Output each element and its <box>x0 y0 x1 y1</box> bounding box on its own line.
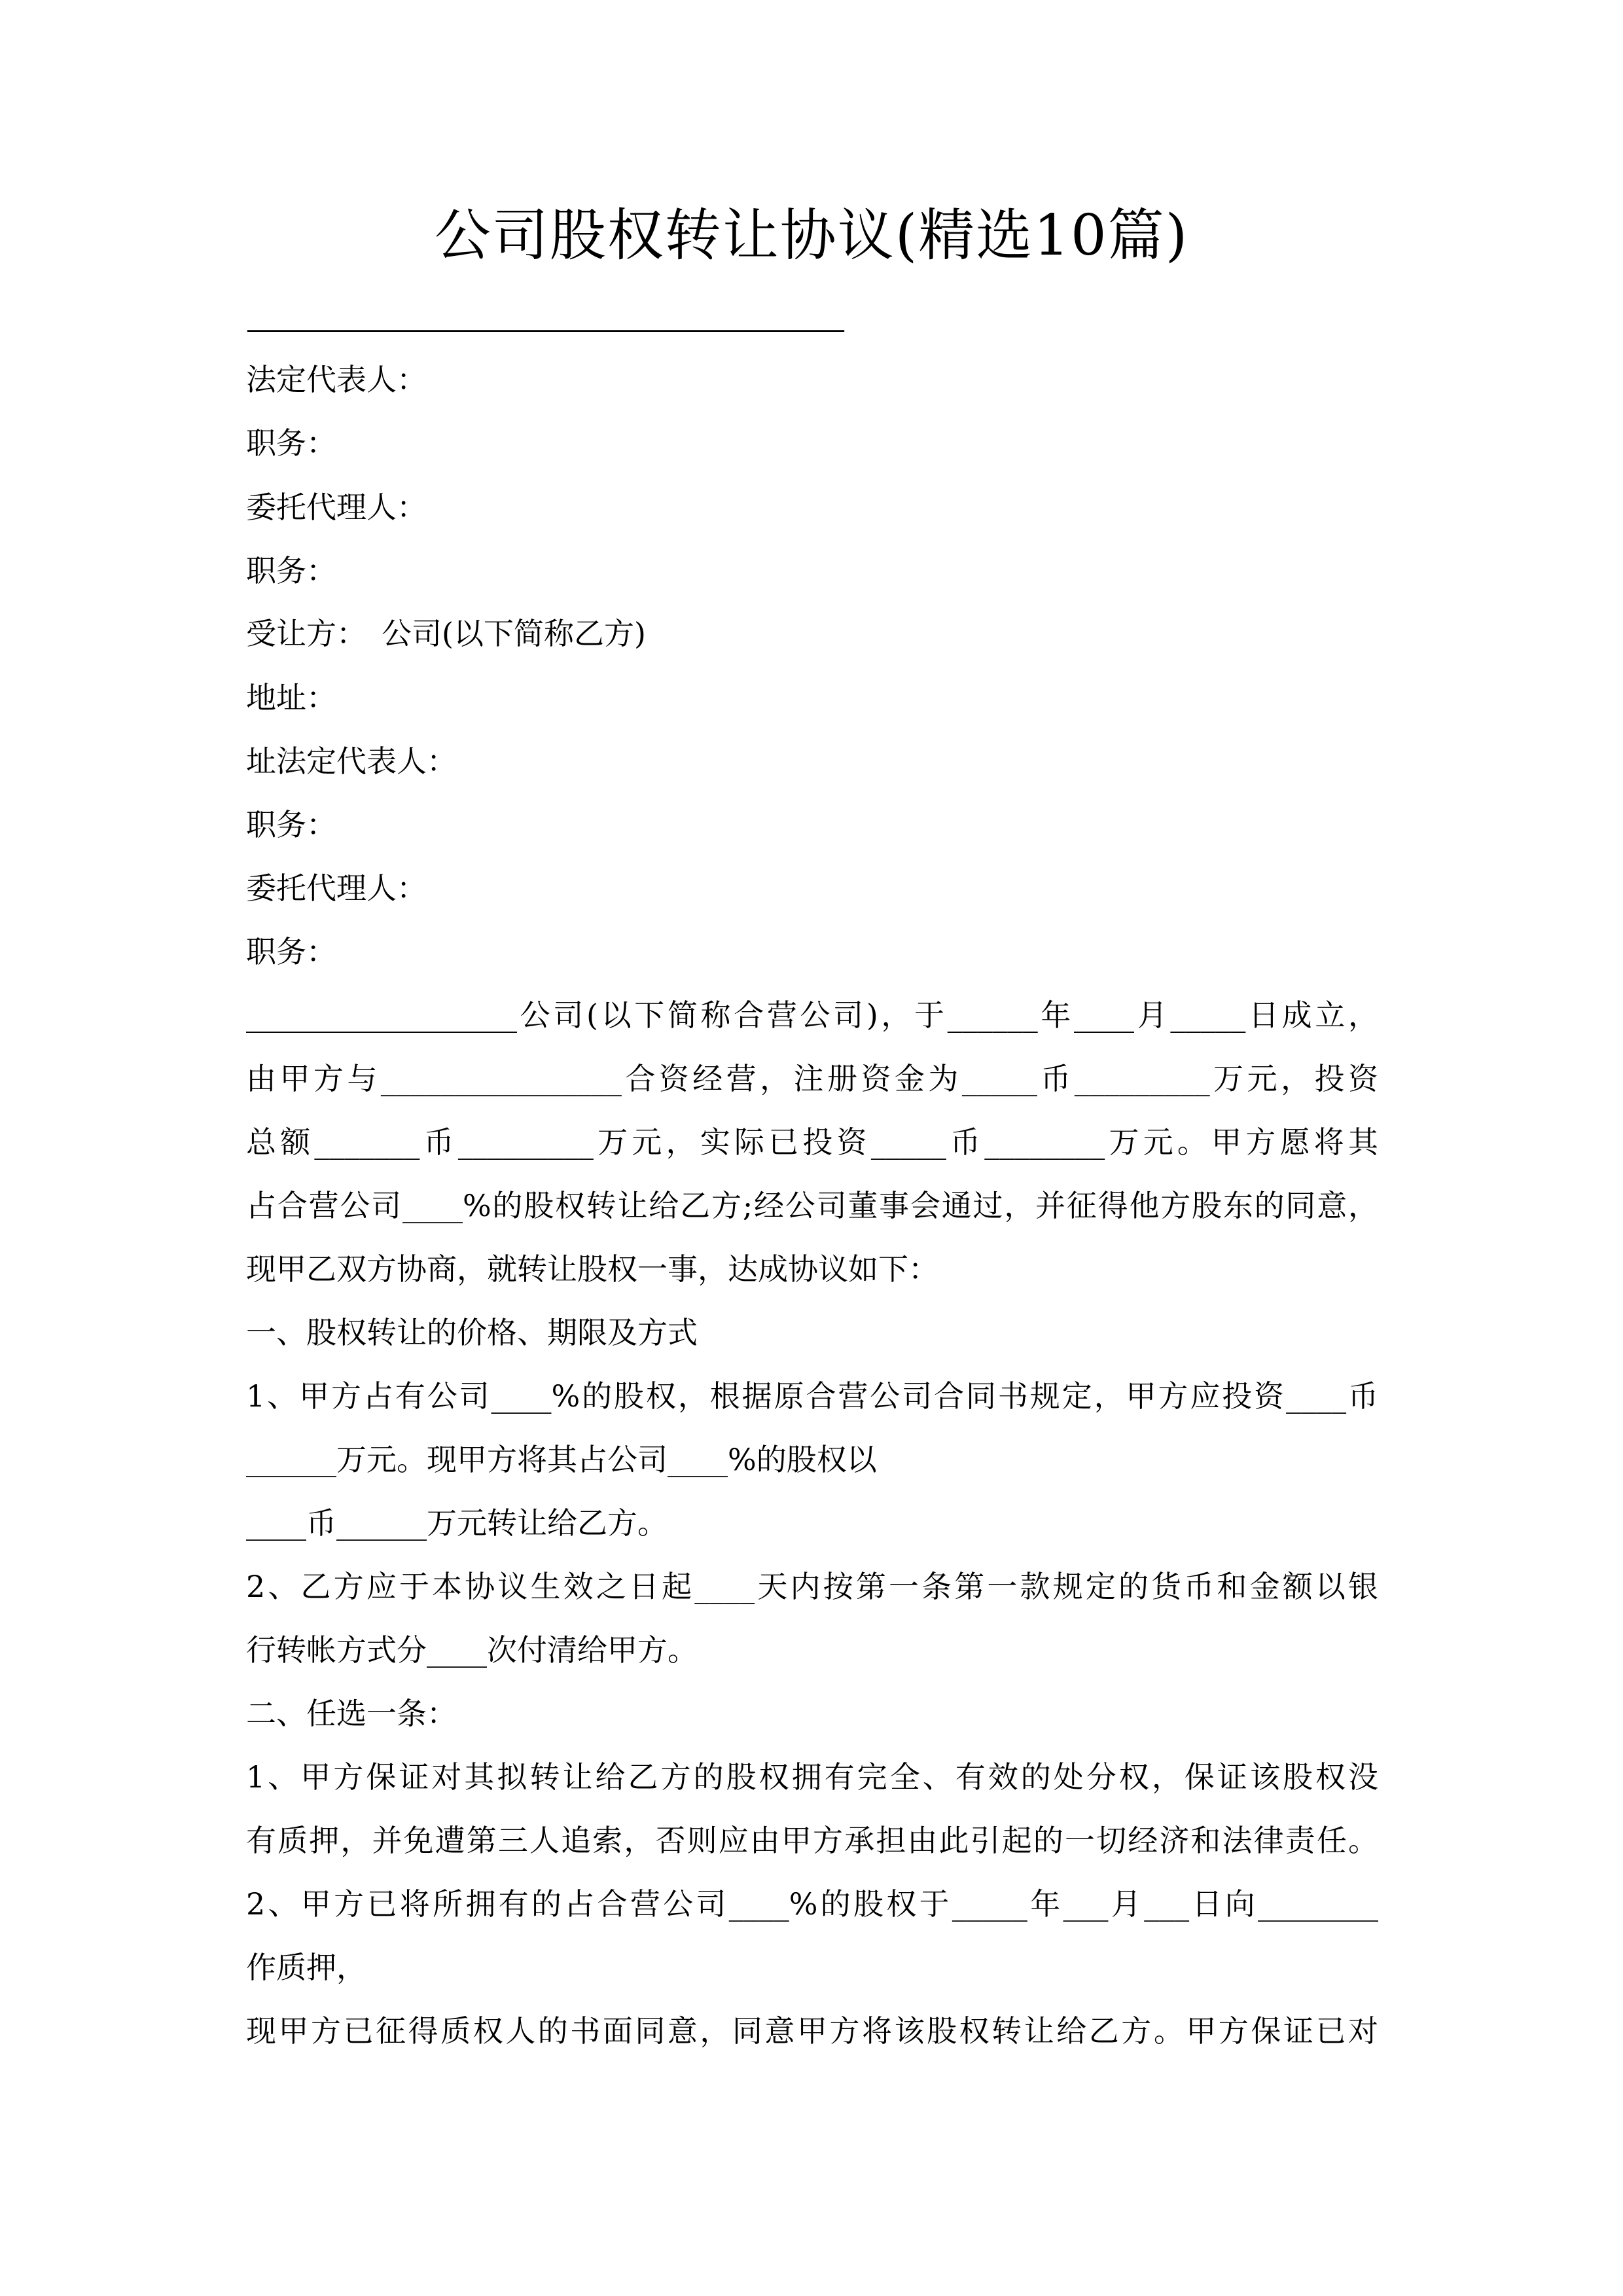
text-line: 址法定代表人： <box>246 744 457 779</box>
text-line: 委托代理人： <box>246 870 427 906</box>
text-line: 作质押， <box>246 1950 366 1985</box>
text-line: 法定代表人： <box>246 362 427 397</box>
text-line: 职务： <box>246 553 336 588</box>
text-line: 1、甲方占有公司____%的股权，根据原合营公司合同书规定，甲方应投资____币 <box>246 1378 1378 1414</box>
text-line: 1、甲方保证对其拟转让给乙方的股权拥有完全、有效的处分权，保证该股权没 <box>246 1759 1378 1795</box>
text-line: 受让方： 公司(以下简称乙方) <box>246 616 646 651</box>
text-line: 现甲乙双方协商，就转让股权一事，达成协议如下： <box>246 1251 938 1287</box>
text-line: 职务： <box>246 425 336 461</box>
text-line: 行转帐方式分____次付清给甲方。 <box>246 1632 698 1668</box>
text-line: ____币______万元转让给乙方。 <box>246 1505 668 1541</box>
document-title: 公司股权转让协议(精选10篇) <box>434 203 1189 268</box>
text-line: 职务： <box>246 934 336 969</box>
text-line: 现甲方已征得质权人的书面同意，同意甲方将该股权转让给乙方。甲方保证已对 <box>246 2013 1378 2049</box>
text-line: 总额_______币_________万元，实际已投资_____币________万元。甲方愿将其 <box>246 1124 1379 1160</box>
text-line: 由甲方与________________合资经营，注册资金为_____币_________万元，投资 <box>246 1061 1378 1096</box>
section-heading: 一、股权转让的价格、期限及方式 <box>246 1315 698 1350</box>
text-line: ______万元。现甲方将其占公司____%的股权以 <box>246 1442 877 1477</box>
text-line: 2、乙方应于本协议生效之日起____天内按第一条第一款规定的货币和金额以银 <box>246 1569 1378 1604</box>
title-underline: ———————————————————————— <box>246 313 843 345</box>
text-line: 有质押，并免遭第三人追索，否则应由甲方承担由此引起的一切经济和法律责任。 <box>246 1823 1378 1858</box>
text-line: 委托代理人： <box>246 490 427 525</box>
text-line: __________________公司(以下简称合营公司)，于______年____月_____日成立， <box>246 997 1378 1033</box>
text-line: 地址： <box>246 680 336 715</box>
section-heading: 二、任选一条： <box>246 1696 457 1731</box>
text-line: 2、甲方已将所拥有的占合营公司____%的股权于_____年___月___日向________ <box>246 1886 1378 1922</box>
text-line: 占合营公司____%的股权转让给乙方;经公司董事会通过，并征得他方股东的同意， <box>246 1188 1378 1223</box>
text-line: 职务： <box>246 807 336 842</box>
